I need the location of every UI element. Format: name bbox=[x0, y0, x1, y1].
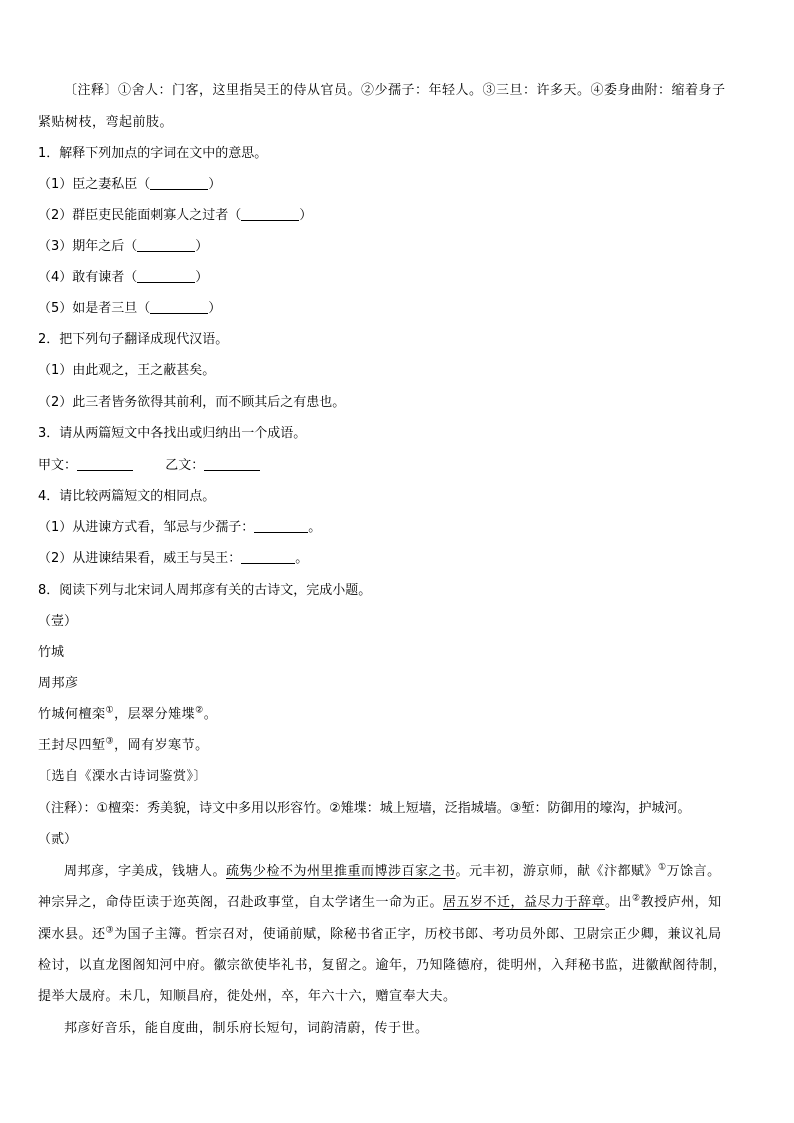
question-1-item-4-close: ） bbox=[195, 270, 209, 285]
question-1-item-4-text: （4）敢有谏者（ bbox=[38, 270, 138, 285]
question-1-item-1-close: ） bbox=[208, 177, 222, 192]
answer-blank[interactable] bbox=[137, 237, 195, 252]
question-4-item-1 bbox=[38, 518, 321, 538]
question-1-item-2-text: （2）群臣吏民能面刺寡人之过者（ bbox=[38, 208, 242, 223]
footnote-marker: ③ bbox=[105, 925, 115, 936]
question-3-title: 3．请从两篇短文中各找出或归纳出一个成语。 bbox=[38, 426, 307, 441]
footnote-marker: ① bbox=[658, 862, 667, 873]
note-line-1: 〔注释〕①舍人：门客，这里指吴王的侍从官员。②少孺子：年轻人。③三旦：许多天。④委身曲附：缩着身子 bbox=[64, 83, 726, 98]
question-1-item-3 bbox=[38, 237, 208, 257]
question-1-item-5-close: ） bbox=[208, 301, 222, 316]
bio-line-1 bbox=[64, 862, 721, 882]
question-4-item-2 bbox=[38, 549, 308, 569]
question-4-item-2-end: 。 bbox=[295, 551, 309, 566]
question-2-item-1: （1）由此观之，王之蔽甚矣。 bbox=[38, 363, 216, 378]
yi-label: 乙文： bbox=[165, 458, 205, 473]
answer-blank[interactable] bbox=[137, 268, 195, 283]
bio-line-5: 提举大晟府。未几，知顺昌府，徙处州，卒，年六十六，赠宣奉大夫。 bbox=[38, 989, 457, 1004]
poem-line-1-b: ，层翠分雉堞 bbox=[114, 707, 196, 722]
poem-author: 周邦彦 bbox=[38, 676, 79, 691]
bio-text: 教授庐州，知 bbox=[640, 895, 722, 910]
poem-line-1-c: 。 bbox=[203, 707, 218, 722]
underlined-sentence-1: 疏隽少检不为州里推重而博涉百家之书 bbox=[226, 864, 456, 879]
bio-paragraph-2: 邦彦好音乐，能自度曲，制乐府长短句，词韵清蔚，传于世。 bbox=[64, 1021, 429, 1036]
bio-text: 溧水县。还 bbox=[38, 927, 106, 942]
answer-blank[interactable] bbox=[254, 518, 308, 533]
answer-blank[interactable] bbox=[241, 206, 299, 221]
answer-blank[interactable] bbox=[241, 549, 295, 564]
poem-notes: （注释）：①檀栾：秀美貌，诗文中多用以形容竹。②雉堞：城上短墙，泛指城墙。③堑：防御用的壕沟，护城河。 bbox=[38, 801, 691, 816]
question-1-item-4 bbox=[38, 268, 208, 288]
poem-line-2-a: 王封尽四堑 bbox=[38, 738, 106, 753]
question-8-title: 8．阅读下列与北宋词人周邦彦有关的古诗文，完成小题。 bbox=[38, 583, 372, 598]
bio-text: 万馀言。 bbox=[666, 864, 721, 879]
bio-line-3 bbox=[38, 925, 722, 945]
question-4-item-2-text: （2）从进谏结果看，威王与吴王： bbox=[38, 551, 242, 566]
bio-line-4: 检讨，以直龙图阁知河中府。徽宗欲使毕礼书，复留之。逾年，乃知隆德府，徙明州，入拜秘书监，进徽猷阁待制， bbox=[38, 958, 727, 973]
bio-line-2 bbox=[38, 893, 722, 913]
footnote-marker: ① bbox=[105, 705, 115, 716]
part-2-label: （贰） bbox=[38, 832, 78, 847]
answer-blank[interactable] bbox=[150, 299, 208, 314]
bio-text: 神宗异之，命侍臣读于迩英阁，召赴政事堂，自太学诸生一命为正。 bbox=[38, 895, 444, 910]
question-4-title: 4．请比较两篇短文的相同点。 bbox=[38, 489, 216, 504]
poem-source: 〔选自《溧水古诗词鉴赏》〕 bbox=[38, 769, 208, 784]
question-1-title: 1．解释下列加点的字词在文中的意思。 bbox=[38, 146, 268, 161]
jia-label: 甲文： bbox=[38, 458, 78, 473]
bio-text: 。出 bbox=[605, 895, 633, 910]
part-1-label: （壹） bbox=[38, 614, 78, 629]
underlined-sentence-2: 居五岁不迁，益尽力于辞章 bbox=[443, 895, 606, 910]
footnote-marker: ② bbox=[632, 893, 641, 904]
footnote-marker: ③ bbox=[105, 736, 115, 747]
question-1-item-3-close: ） bbox=[195, 239, 209, 254]
note-line-2: 紧贴树枝，弯起前肢。 bbox=[38, 115, 174, 130]
jia-answer-blank[interactable] bbox=[77, 456, 133, 471]
question-1-item-5-text: （5）如是者三旦（ bbox=[38, 301, 151, 316]
bio-text: 周邦彦，字美成，钱塘人。 bbox=[64, 864, 227, 879]
question-4-item-1-end: 。 bbox=[308, 520, 322, 535]
question-1-item-1 bbox=[38, 175, 221, 195]
question-1-item-3-text: （3）期年之后（ bbox=[38, 239, 138, 254]
question-1-item-1-text: （1）臣之妻私臣（ bbox=[38, 177, 151, 192]
footnote-marker: ② bbox=[195, 705, 204, 716]
question-1-item-2-close: ） bbox=[299, 208, 313, 223]
question-2-item-2: （2）此三者皆务欲得其前利，而不顾其后之有患也。 bbox=[38, 395, 346, 410]
bio-text: 。元丰初，游京师，献《汴都赋》 bbox=[455, 864, 659, 879]
question-1-item-5 bbox=[38, 299, 221, 319]
poem-title: 竹城 bbox=[38, 645, 65, 660]
poem-line-2 bbox=[38, 736, 209, 756]
question-2-title: 2．把下列句子翻译成现代汉语。 bbox=[38, 332, 229, 347]
poem-line-2-b: ，岡有岁寒节。 bbox=[114, 738, 209, 753]
question-4-item-1-text: （1）从进谏方式看，邹忌与少孺子： bbox=[38, 520, 255, 535]
answer-blank[interactable] bbox=[150, 175, 208, 190]
yi-answer-blank[interactable] bbox=[204, 456, 260, 471]
bio-text: 为国子主簿。哲宗召对，使诵前赋，除秘书省正字，历校书郎、考功员外郎、卫尉宗正少卿，兼议礼局 bbox=[114, 927, 722, 942]
question-1-item-2 bbox=[38, 206, 312, 226]
poem-line-1 bbox=[38, 705, 217, 725]
poem-line-1-a: 竹城何檀栾 bbox=[38, 707, 106, 722]
question-3-answers bbox=[38, 456, 260, 476]
